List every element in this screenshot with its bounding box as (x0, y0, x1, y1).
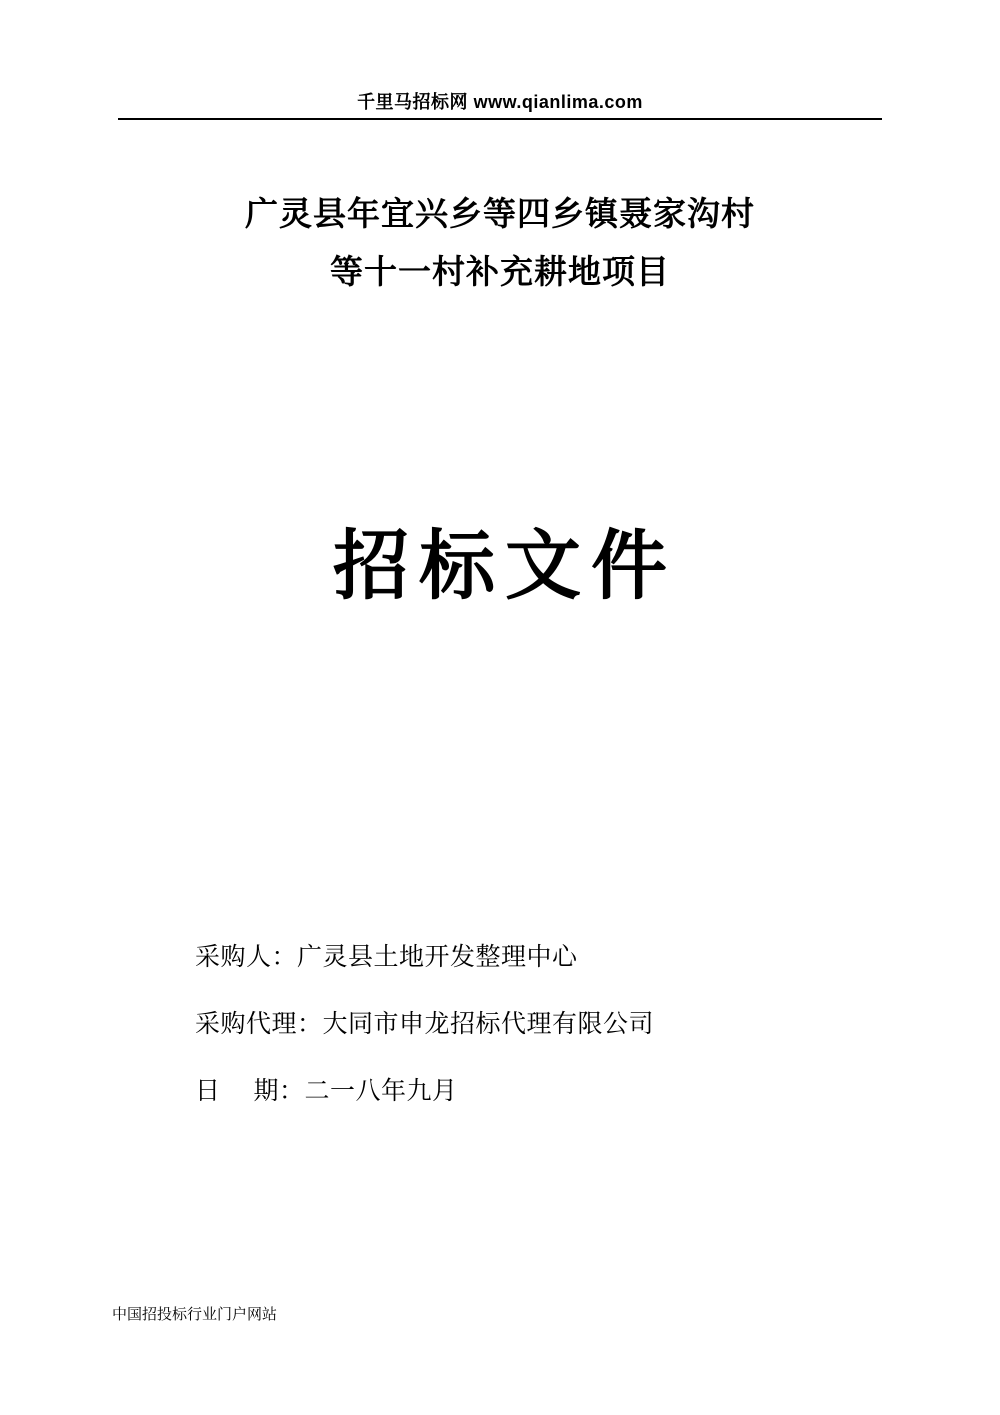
meta-value-purchaser: 广灵县土地开发整理中心 (297, 943, 578, 971)
site-brand-watermark: 千里马招标网 www.qianlima.com (357, 92, 643, 112)
header-divider (118, 118, 882, 120)
meta-label-agency: 采购代理： (195, 1010, 323, 1038)
meta-row-agency (195, 1012, 835, 1037)
project-title-line-2: 等十一村补充耕地项目 (330, 252, 670, 290)
project-title (150, 185, 850, 301)
document-meta-block (195, 945, 835, 1146)
project-title-line-1: 广灵县年宜兴乡等四乡镇聂家沟村 (245, 195, 755, 232)
meta-label-purchaser: 采购人： (195, 943, 298, 971)
meta-row-date (195, 1079, 835, 1104)
document-main-heading: 招标文件 (333, 524, 677, 609)
meta-value-agency: 大同市申龙招标代理有限公司 (322, 1010, 655, 1038)
meta-value-date: 二一八年九月 (304, 1077, 458, 1105)
footer-note: 中国招投标行业门户网站 (112, 1306, 278, 1323)
meta-label-date: 日 期： (195, 1077, 305, 1105)
meta-row-purchaser (195, 945, 835, 970)
